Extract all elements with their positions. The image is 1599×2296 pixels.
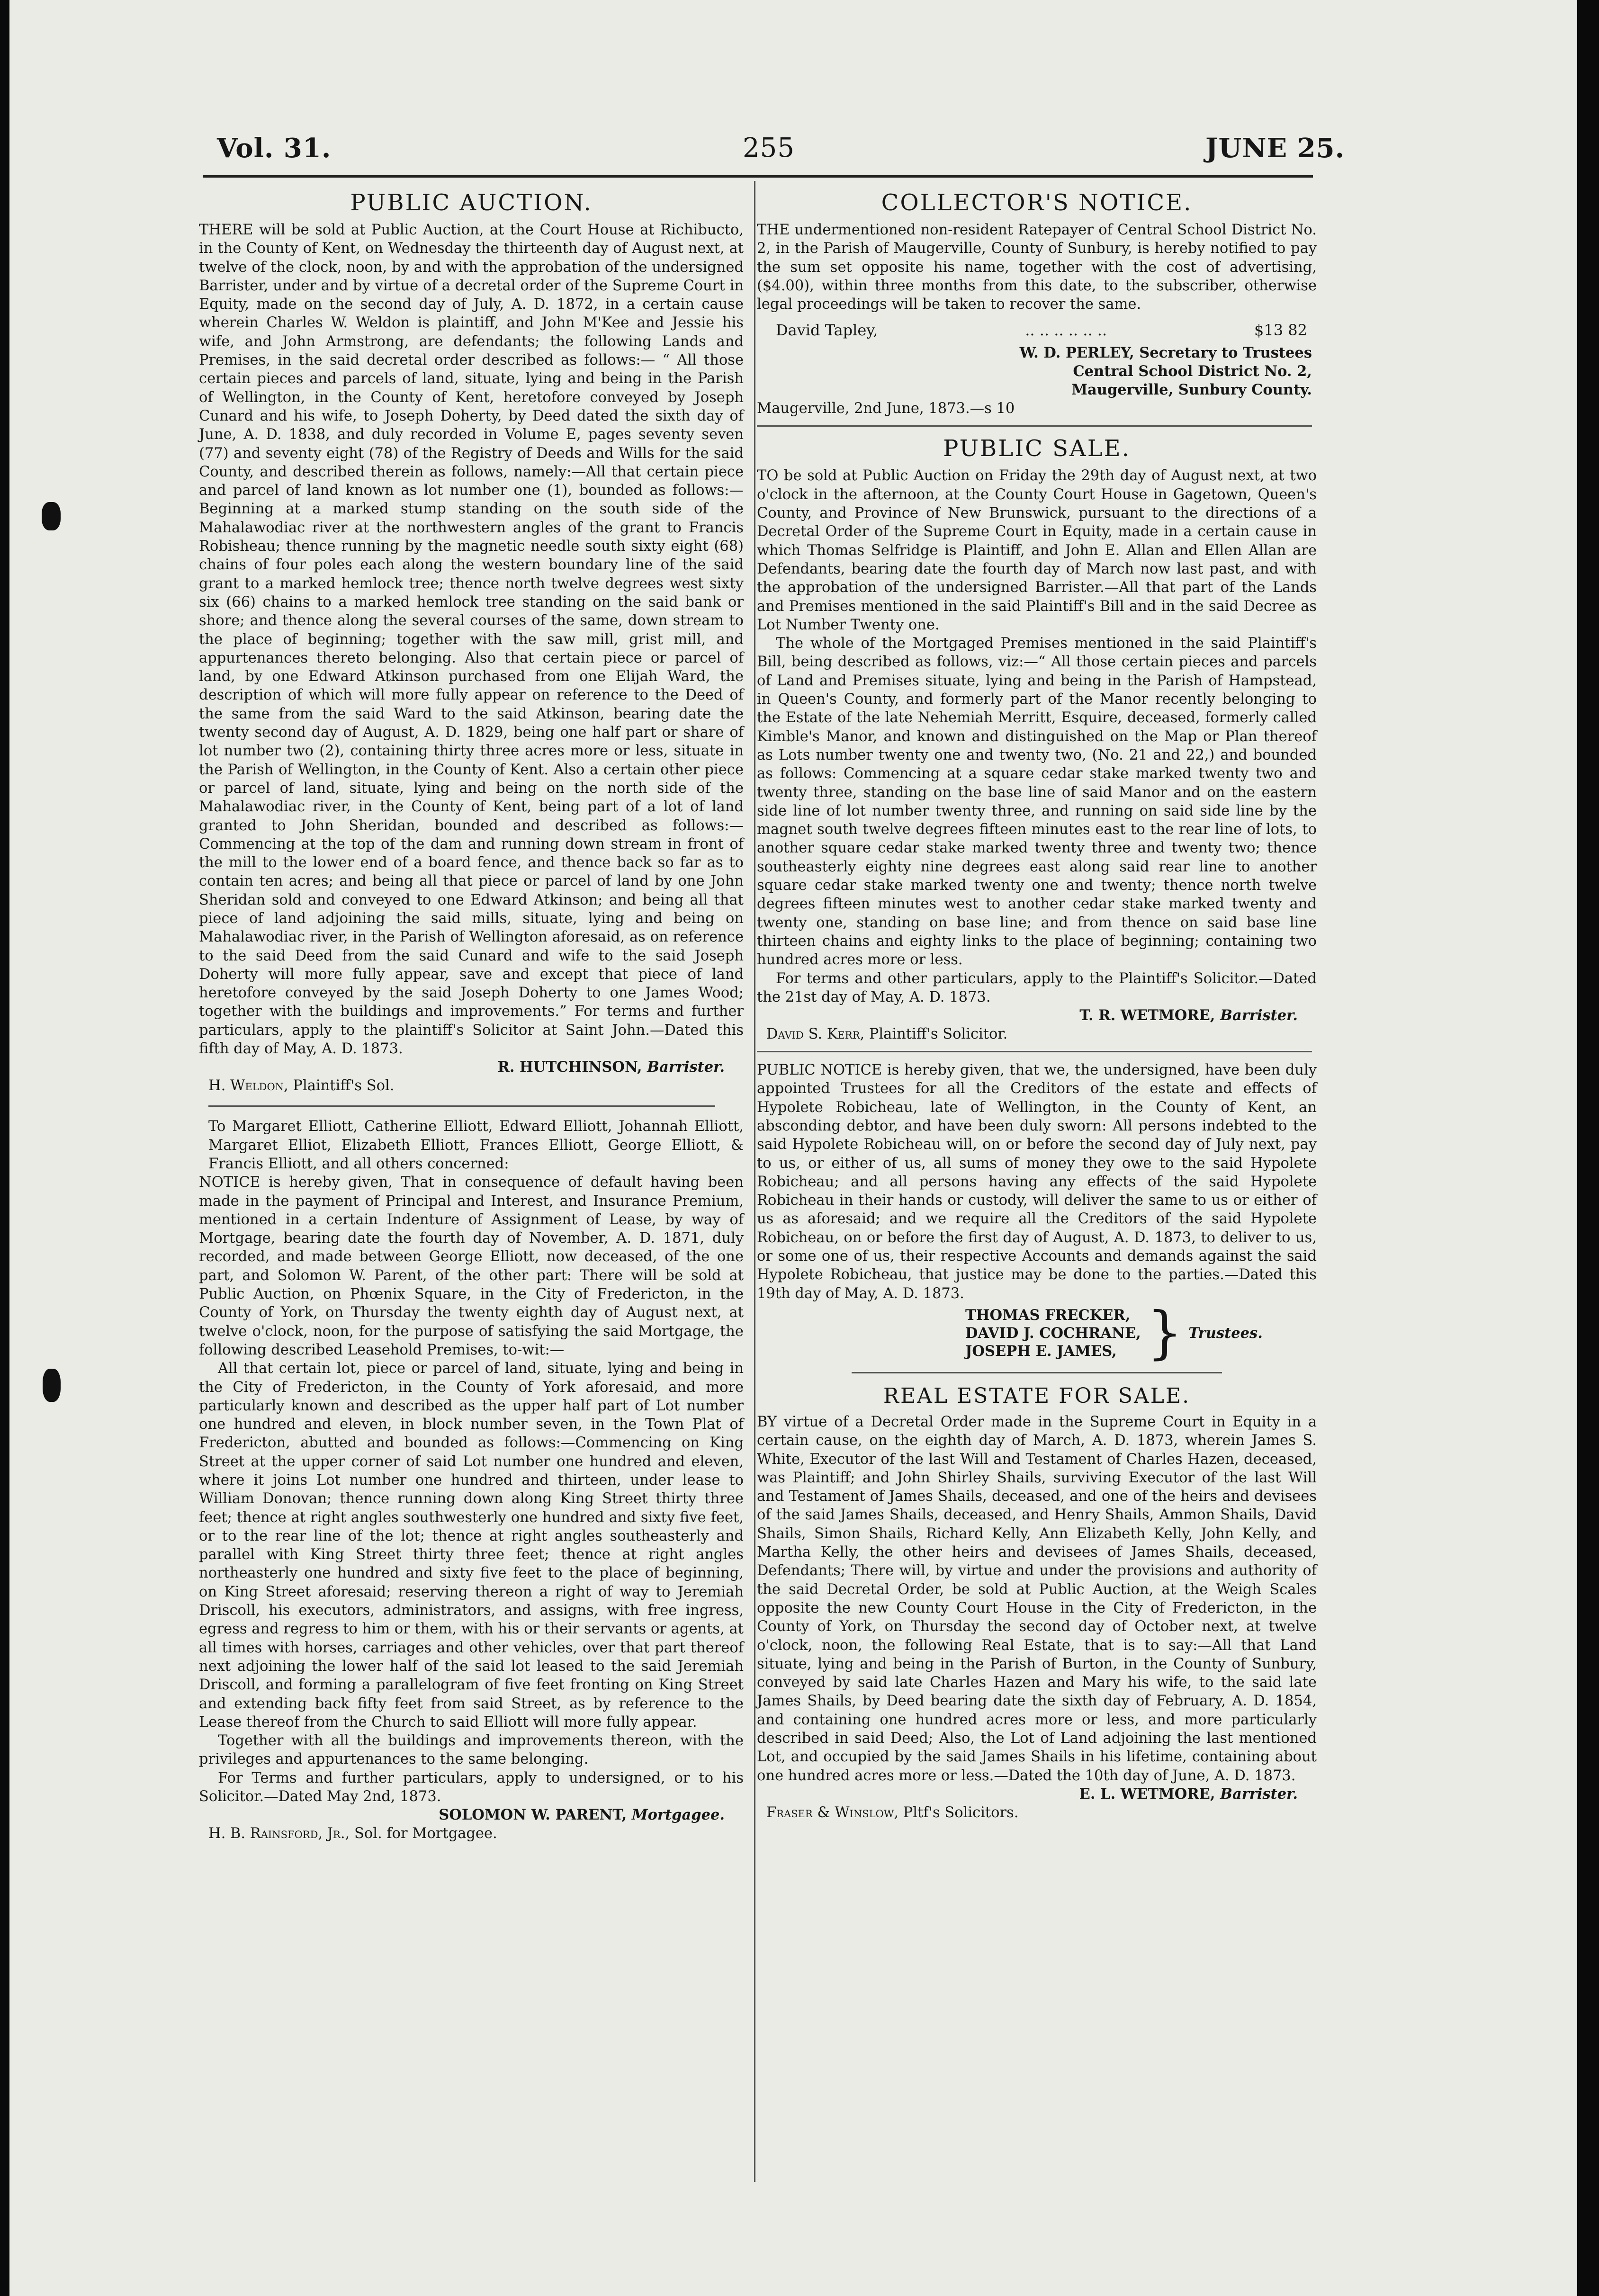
re-solicitors-name: Fraser & Winslow,	[766, 1804, 899, 1821]
public-auction-barrister	[199, 1058, 744, 1076]
binding-mark	[42, 502, 61, 530]
gazette-page	[9, 0, 1577, 2296]
real-estate-notice	[757, 1384, 1317, 1822]
mortgage-solicitor-role: Sol. for Mortgagee.	[354, 1825, 497, 1842]
volume-label: Vol. 31.	[217, 133, 332, 164]
trustee-names	[965, 1306, 1141, 1360]
mortgagee-name: SOLOMON W. PARENT,	[439, 1806, 627, 1824]
real-estate-solicitors	[757, 1803, 1317, 1822]
mortgagee-signature	[199, 1806, 744, 1824]
amount-due: $13 82	[1254, 321, 1307, 340]
public-sale-body: TO be sold at Public Auction on Friday the 29th day of August next, at two o'clock in the afternoon, at the County Court House in Gagetown, Queen's County, and Province of New Brunswick, pursuant to the directions of a Decretal Order of the Supreme Court in Equity, made in a certain cause in which Thomas Selfridge is Plaintiff, and John E. Allan and Ellen Allan are Defendants, bearing date the fourth day of March now last past, and with the approbation of the undersigned Barrister.—All that part of the Lands and Premises mentioned in the said Plaintiff's Bill and in the said Decree as Lot Number Twenty one.	[757, 467, 1317, 633]
mortgage-body-description: All that certain lot, piece or parcel of land, situate, lying and being in the City of Fredericton, in the County of York aforesaid, and more particularly known and described as the upper half part of Lot number one hundred and eleven, in block number seven, in the Town Plat of Fredericton, abutted and bounded as follows:—Commencing on King Street at the upper corner of said Lot number one hundred and eleven, where it joins Lot number one hundred and thirteen, under lease to William Donovan; thence running down along King Street thirty three feet; thence at right angles southwesterly one hundred and sixty five feet, or to the rear line of the lot; thence at right angles southeasterly and parallel with King Street thirty three feet; thence at right angles northeasterly one hundred and sixty five feet to the place of beginning, on King Street aforesaid; reserving thereon a right of way to Jeremiah Driscoll, his executors, administrators, and assigns, with free ingress, egress and regress to him or them, with his or their servants or agents, at all times with horses, carriages and other vehicles, over that part thereof next adjoining the lower half of the said lot leased to the said Jeremiah Driscoll, and forming a parallelogram of five feet fronting on King Street and extending back fifty feet from said Street, as by reference to the Lease thereof from the Church to said Elliott will more fully appear.	[199, 1360, 744, 1731]
right-column	[757, 189, 1317, 1822]
binding-mark	[43, 1369, 61, 1402]
public-sale-barrister	[757, 1006, 1317, 1025]
mortgage-solicitor	[199, 1824, 744, 1843]
re-solicitors-role: Pltf's Solicitors.	[903, 1804, 1019, 1821]
collectors-dated: Maugerville, 2nd June, 1873.—s 10	[757, 400, 1015, 417]
district-line: Central School District No. 2,	[1073, 363, 1312, 380]
collectors-notice	[757, 189, 1317, 418]
collectors-notice-body: THE undermentioned non-resident Ratepayer of Central School District No. 2, in the Parish of Maugerville, County of Sunbury, is hereby notified to pay the sum set opposite his name, together with the cost of advertising, ($4.00), within three months from this date, to the subscriber, otherwise legal proceedings will be taken to recover the same.	[757, 222, 1317, 313]
collectors-notice-title: COLLECTOR'S NOTICE.	[881, 189, 1193, 216]
solicitor-role: Plaintiff's Sol.	[293, 1077, 395, 1094]
re-barrister-name: E. L. WETMORE,	[1079, 1785, 1215, 1803]
barrister-name: R. HUTCHINSON,	[497, 1058, 642, 1076]
trustees-label: Trustees.	[1188, 1324, 1263, 1342]
trustees-notice	[757, 1061, 1317, 1366]
trustee-name: JOSEPH E. JAMES,	[965, 1342, 1117, 1360]
left-column	[199, 189, 744, 1843]
trustees-signatures	[757, 1300, 1317, 1366]
trustee-name: THOMAS FRECKER,	[965, 1306, 1131, 1324]
solicitor-name: H. Weldon,	[208, 1077, 288, 1094]
ps-solicitor-name: David S. Kerr,	[766, 1026, 865, 1043]
notice-separator	[757, 1051, 1312, 1052]
public-sale-terms: For terms and other particulars, apply to the Plaintiff's Solicitor.—Dated the 21st day of May, A. D. 1873.	[757, 970, 1317, 1005]
ps-solicitor-role: Plaintiff's Solicitor.	[869, 1026, 1008, 1043]
real-estate-title: REAL ESTATE FOR SALE.	[883, 1383, 1191, 1408]
trustees-notice-body: PUBLIC NOTICE is hereby given, that we, the undersigned, have been duly appointed Trustees for all the Creditors of the estate and effects of Hypolete Robicheau, late of Wellington, in the County of Kent, an absconding debtor, and have been duly sworn: All persons indebted to the said Hypolete Robicheau will, on or before the second day of July next, pay to us, or either of us, all sums of money they owe to the said Hypolete Robicheau; and all persons having any effects of the said Hypolete Robicheau in their hands or custody, will deliver the same to us or either of us as aforesaid; and we require all the Creditors of the said Hypolete Robicheau, on or before the first day of August, A. D. 1873, to deliver to us, or some one of us, their respective Accounts and demands against the said Hypolete Robicheau, that justice may be done to the parties.—Dated this 19th day of May, A. D. 1873.	[757, 1062, 1317, 1302]
secretary-line: W. D. PERLEY, Secretary to Trustees	[1019, 344, 1312, 362]
mortgage-body-terms: For Terms and further particulars, apply to undersigned, or to his Solicitor.—Dated May 2nd, 1873.	[199, 1769, 744, 1805]
ratepayer-name: David Tapley,	[776, 321, 878, 340]
notice-separator	[852, 1372, 1222, 1373]
barrister-role: Barrister.	[647, 1058, 725, 1076]
public-auction-solicitor	[199, 1076, 744, 1095]
curly-brace: }	[1146, 1300, 1183, 1366]
public-auction-title: PUBLIC AUCTION.	[350, 189, 593, 216]
mortgage-body: NOTICE is hereby given, That in consequence of default having been made in the payment of Principal and Interest, and Insurance Premium, mentioned in a certain Indenture of Assignment of Lease, by way of Mortgage, bearing date the fourth day of November, A. D. 1871, duly recorded, and made between George Elliott, now deceased, of the one part, and Solomon W. Parent, of the other part: There will be sold at Public Auction, on Phœnix Square, in the City of Fredericton, in the County of York, on Thursday the twenty eighth day of August next, at twelve o'clock, noon, for the purpose of satisfying the said Mortgage, the following described Leasehold Premises, to-wit:—	[199, 1174, 744, 1358]
public-auction-notice	[199, 189, 744, 1095]
mortgage-body-buildings: Together with all the buildings and improvements thereon, with the privileges and appurtenances to the same belonging.	[199, 1732, 744, 1768]
re-barrister-role: Barrister.	[1220, 1785, 1298, 1803]
issue-date: JUNE 25.	[1205, 133, 1345, 164]
real-estate-body: BY virtue of a Decretal Order made in the Supreme Court in Equity in a certain cause, on the eighth day of March, A. D. 1873, wherein James S. White, Executor of the last Will and Testament of Charles Hazen, deceased, was Plaintiff; and John Shirley Shails, surviving Executor of the last Will and Testament of James Shails, deceased, and one of the heirs and devisees of the said James Shails, deceased, and Henry Shails, Ammon Shails, David Shails, Simon Shails, Richard Kelly, Ann Elizabeth Kelly, John Kelly, and Martha Kelly, the other heirs and devisees of James Shails, deceased, Defendants; There will, by virtue and under the provisions and authority of the said Decretal Order, be sold at Public Auction, at the Weigh Scales opposite the new County Court House in the City of Fredericton, in the County of York, on Thursday the second day of October next, at twelve o'clock, noon, the following Real Estate, that is to say:—All that Land situate, lying and being in the Parish of Burton, in the County of Sunbury, conveyed by said late Charles Hazen and Mary his wife, to the said late James Shails, by Deed bearing date the sixth day of February, A. D. 1854, and containing one hundred acres more or less, and more particularly described in said Deed; Also, the Lot of Land adjoining the last mentioned Lot, and occupied by the said James Shails in his lifetime, containing about one hundred acres more or less.—Dated the 10th day of June, A. D. 1873.	[757, 1413, 1317, 1784]
public-sale-solicitor	[757, 1025, 1317, 1043]
place-line: Maugerville, Sunbury County.	[1071, 381, 1312, 399]
trustee-name: DAVID J. COCHRANE,	[965, 1324, 1141, 1342]
mortgage-addressees: To Margaret Elliott, Catherine Elliott, Edward Elliott, Johannah Elliott, Margaret Elliot, Elizabeth Elliott, Frances Elliott, George Elliott, & Francis Elliott, and all others concerned:	[208, 1118, 744, 1172]
leader-dots: .. .. .. .. .. ..	[1025, 321, 1107, 340]
mortgage-sale-notice	[199, 1117, 744, 1843]
notice-separator	[757, 425, 1312, 427]
public-sale-description: The whole of the Mortgaged Premises mentioned in the said Plaintiff's Bill, being described as follows, viz:—“ All those certain pieces and parcels of Land and Premises situate, lying and being in the Parish of Hampstead, in Queen's County, and formerly part of the Manor recently belonging to the Estate of the late Nehemiah Merritt, Esquire, deceased, formerly called Kimble's Manor, and known and distinguished on the Map or Plan thereof as Lots number twenty one and twenty two, (No. 21 and 22,) and bounded as follows: Commencing at a square cedar stake marked twenty two and twenty three, standing on the base line of said Manor and on the eastern side line of lot number twenty three, and running on said side line by the magnet south twelve degrees fifteen minutes east to the rear line of lots, to another square cedar stake marked twenty three and twenty two; thence southeasterly eighty nine degrees east along said rear line to another square cedar stake marked twenty one and twenty; thence north twelve degrees fifteen minutes west to another cedar stake marked twenty and twenty one, standing on base line; and from thence on said base line thirteen chains and eighty links to the place of beginning; containing two hundred acres more or less.	[757, 635, 1317, 969]
real-estate-barrister	[757, 1785, 1317, 1803]
mortgage-solicitor-name: H. B. Rainsford, Jr.,	[208, 1825, 350, 1842]
public-sale-notice	[757, 435, 1317, 1043]
public-sale-title: PUBLIC SALE.	[943, 435, 1131, 462]
notice-separator	[208, 1105, 715, 1107]
ratepayer-row	[757, 314, 1317, 344]
ps-barrister-name: T. R. WETMORE,	[1079, 1007, 1215, 1024]
public-auction-body: THERE will be sold at Public Auction, at the Court House at Richibucto, in the County of Kent, on Wednesday the thirteenth day of August next, at twelve of the clock, noon, by and with the approbation of the undersigned Barrister, under and by virtue of a decretal order of the Supreme Court in Equity, made on the second day of July, A. D. 1872, in a certain cause wherein Charles W. Weldon is plaintiff, and John M'Kee and Jessie his wife, and John Armstrong, are defendants; the following Lands and Premises, in the said decretal order described as follows:— “ All those certain pieces and parcels of land, situate, lying and being in the Parish of Wellington, in the County of Kent, heretofore conveyed by Joseph Cunard and his wife, to Joseph Doherty, by Deed dated the sixth day of June, A. D. 1838, and duly recorded in Volume E, pages seventy seven (77) and seventy eight (78) of the Registry of Deeds and Wills for the said County, and described therein as follows, namely:—All that certain piece and parcel of land known as lot number one (1), bounded as follows:—Beginning at a marked stump standing on the south side of the Mahalawodiac river at the northwestern angles of the grant to Francis Robisheau; thence running by the magnetic needle south sixty eight (68) chains of four poles each along the western boundary line of the said grant to a marked hemlock tree; thence north twelve degrees west sixty six (66) chains to a marked hemlock tree standing on the said bank or shore; and thence along the several courses of the same, down stream to the place of beginning; together with the saw mill, grist mill, and appurtenances thereto belonging. Also that certain piece or parcel of land, by one Edward Atkinson purchased from one Elijah Ward, the description of which will more fully appear on reference to the Deed of the same from the said Ward to the said Atkinson, bearing date the twenty second day of August, A. D. 1829, being one half part or share of lot number two (2), containing thirty three acres more or less, situate in the Parish of Wellington, in the County of Kent. Also a certain other piece or parcel of land, situate, lying and being on the north side of the Mahalawodiac river, in the County of Kent, being part of a lot of land granted to John Sheridan, bounded and described as follows:—Commencing at the top of the dam and running down stream in front of the mill to the lower end of a board fence, and thence back so far as to contain ten acres; and being all that piece or parcel of land by one John Sheridan sold and conveyed to one Edward Atkinson; and being all that piece of land adjoining the said mills, situate, lying and being on Mahalawodiac river, in the Parish of Wellington aforesaid, as on reference to the said Deed from the said Cunard and wife to the said Joseph Doherty will more fully appear, save and except that piece of land heretofore conveyed by the said Joseph Doherty to one James Wood; together with the buildings and improvements.” For terms and further particulars, apply to the plaintiff's Solicitor at Saint John.—Dated this fifth day of May, A. D. 1873.	[199, 222, 744, 1058]
page-number: 255	[743, 133, 795, 163]
header-rule	[203, 175, 1313, 178]
ps-barrister-role: Barrister.	[1220, 1007, 1298, 1024]
column-rule	[754, 181, 755, 2182]
mortgagee-role: Mortgagee.	[631, 1806, 725, 1824]
